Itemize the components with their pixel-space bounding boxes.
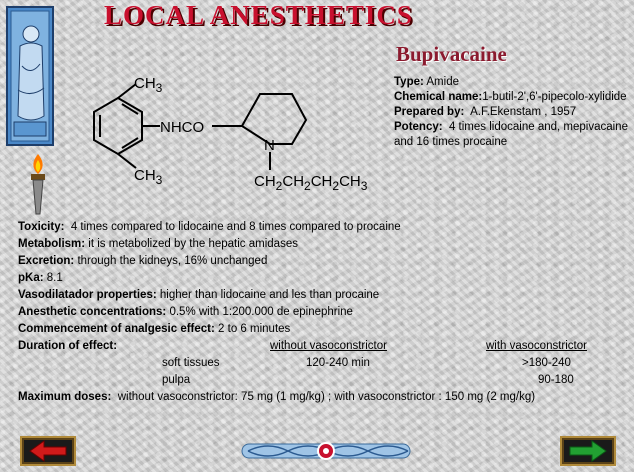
vasodilatador-row: Vasodilatador properties: higher than lidocaine and les than procaine bbox=[18, 289, 380, 301]
nitrogen-label: N bbox=[264, 137, 275, 154]
butyl-chain-label: $CH_2CH_2CH_2CH_3$ bbox=[254, 173, 368, 193]
torch-icon bbox=[26, 152, 50, 216]
next-button[interactable] bbox=[560, 436, 616, 466]
onset-row: Commencement of analgesic effect: 2 to 6 minutes bbox=[18, 323, 291, 335]
drug-name: Bupivacaine bbox=[396, 42, 507, 66]
ch3-bottom-label: $CH_3$ bbox=[134, 167, 163, 187]
previous-button[interactable] bbox=[20, 436, 76, 466]
duration-row: soft tissues 120-240 min >180-240 bbox=[162, 357, 571, 369]
arrow-left-icon bbox=[22, 438, 74, 464]
scholar-figure-icon bbox=[6, 6, 54, 146]
arrow-right-icon bbox=[562, 438, 614, 464]
col-without-header: without vasoconstrictor bbox=[270, 340, 387, 352]
excretion-row: Excretion: through the kidneys, 16% unchanged bbox=[18, 255, 268, 267]
max-dose-row: Maximum doses: without vasoconstrictor: 75 mg (1 mg/kg) ; with vasoconstrictor : 150 mg (2 mg/kg) bbox=[18, 391, 536, 403]
col-with-header: with vasoconstrictor bbox=[486, 340, 587, 352]
toxicity-row: Toxicity: 4 times compared to lidocaine and 8 times compared to procaine bbox=[18, 221, 401, 233]
metabolism-row: Metabolism: it is metabolized by the hepatic amidases bbox=[18, 238, 298, 250]
page-title: LOCAL ANESTHETICS bbox=[104, 0, 413, 30]
chemical-structure bbox=[70, 60, 390, 200]
duration-header-row: Duration of effect: without vasoconstrictor with vasoconstrictor bbox=[18, 338, 628, 355]
concentration-row: Anesthetic concentrations: 0.5% with 1:200.000 de epinephrine bbox=[18, 306, 353, 318]
home-button[interactable] bbox=[238, 436, 414, 466]
drug-info: Type: Amide Chemical name:1-butil-2',6'-pipecolo-xylidide Prepared by: A.F.Ekenstam , 1957 Potency: 4 times lidocaine and, mepivacaine and 16 times procaine bbox=[394, 76, 628, 148]
nhco-label: NHCO bbox=[160, 119, 205, 136]
duration-row: pulpa 90-180 bbox=[162, 374, 574, 386]
ch3-top-label: $CH_3$ bbox=[134, 75, 163, 95]
pka-row: pKa: 8.1 bbox=[18, 272, 63, 284]
drug-properties bbox=[18, 219, 628, 406]
